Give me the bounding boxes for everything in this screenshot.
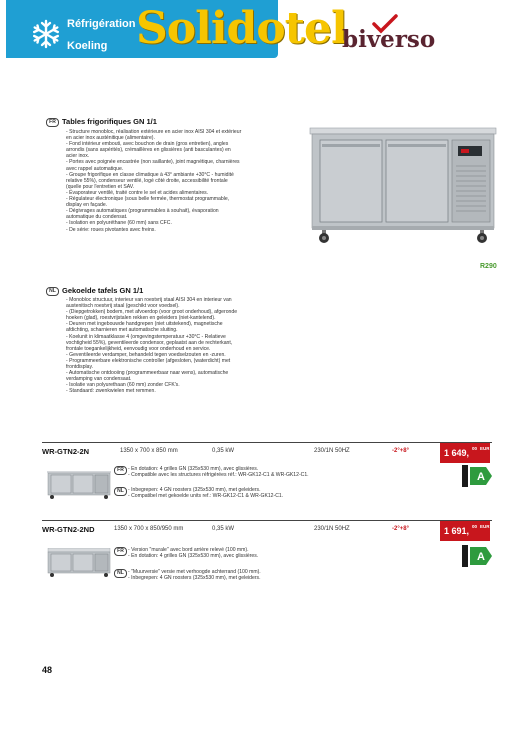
text-line: - Compatibel met gekoelde units ref.: WR-GK12-C1 & WR-GK12-C1.: [128, 493, 284, 500]
energy-class: A: [477, 471, 485, 483]
text-line: - Inbegrepen: 4 GN roosters (325x530 mm), met geleiders.: [128, 487, 261, 493]
refrigerant-badge: R290: [480, 263, 497, 270]
description-nl: [66, 297, 237, 395]
product-thumbnail: [46, 470, 112, 500]
text-line: - Monobloc structuur, interieur van roestvrij staal AISI 304 en interieur van: [66, 297, 232, 303]
product-dimensions: 1350 x 700 x 850/950 mm: [114, 526, 184, 532]
product-power: 0,35 kW: [212, 448, 235, 454]
price-cents: 00: [472, 524, 478, 529]
text-line: afdichting, scharnieren met automatische sluiting.: [66, 327, 178, 334]
brand-logo: Solidotel: [136, 3, 347, 54]
text-line: - Deuren met ingebouwde handgrepen (niet uitstekend), magnetische: [66, 321, 223, 328]
text-line: - Compatible avec les structures réfrigérées réf.: WR-GK12-C1 & WR-GK12-C1.: [128, 472, 309, 479]
text-line: - Structure monobloc, réalisation extérieure en acier inox AISI 304 et extérieur: [66, 129, 242, 135]
text-line: en acier inox austénitique (alimentaire).: [66, 135, 155, 142]
energy-class: A: [477, 551, 485, 563]
section-title-fr: Tables frigorifiques GN 1/1: [62, 117, 157, 126]
lang-badge-nl: NL: [114, 487, 127, 496]
text-line: - Isolatie van polyurethaan (60 mm) zonder CFK's.: [66, 382, 180, 389]
price-currency: EUR: [480, 524, 490, 529]
temperature-range: -2°+8°: [392, 526, 409, 532]
price-value: 1 691,: [444, 526, 470, 536]
text-line: hoeken (glad), roestvrijstalen rekken en geleiders (niet-kantelend).: [66, 315, 216, 322]
text-line: automatique du condensat.: [66, 214, 128, 221]
snowflake-icon: [30, 18, 62, 50]
energy-label: [462, 465, 494, 487]
text-line: - Koelunit in klimaatklasse 4 (omgevingstemperatuur +30°C - Relatieve: [66, 333, 226, 340]
text-line: - (Diepgetrokken) bodem, met afvoerdop (voor groot onderhoud), afgeronde: [66, 309, 238, 316]
energy-label: [462, 545, 494, 567]
lang-badge-nl: NL: [46, 287, 59, 296]
category-title-fr: Réfrigération: [67, 18, 136, 30]
text-line: - Inbegrepen: 4 GN roosters (325x530 mm), met geleiders.: [128, 575, 261, 582]
text-line: arrondis (sans aspérités), crémaillères en glissières (anti basculantes) en: [66, 147, 231, 154]
text-line: austenitisch roestvrij staal (geschikt voor voedsel).: [66, 303, 180, 310]
price-value: 1 649,: [444, 448, 470, 458]
text-line: - Dégivrages automatiques (programmables à souhait), évaporation: [66, 208, 219, 215]
text-line: (quelle pour l'entretien et SAV.: [66, 183, 135, 190]
lang-badge-fr: FR: [114, 547, 127, 556]
text-line: - Groupe frigorifique en classe climatique à 43° ambiante +30°C - humidité: [66, 171, 234, 178]
price-currency: EUR: [480, 446, 490, 451]
text-line: - Régulateur électronique (sous belle fermée, thermostat programmable,: [66, 196, 230, 203]
product-notes-nl: [128, 487, 283, 499]
text-line: - Version "murale" avec bord arrière relevé (100 mm).: [128, 547, 249, 553]
product-notes-fr: [128, 466, 309, 478]
text-line: frontdisplay.: [66, 364, 94, 371]
text-line: acier inox.: [66, 153, 90, 160]
price-cents: 00: [472, 446, 478, 451]
product-electric: 230/1N 50HZ: [314, 526, 350, 532]
text-line: - Portes avec poignée encastrée (non saillante), joint magnétique, charnières: [66, 159, 240, 166]
lang-badge-fr: FR: [46, 118, 59, 127]
price-tag: [440, 443, 490, 463]
product-notes-fr: [128, 547, 258, 559]
text-line: - En dotation: 4 grilles GN (325x530 mm), avec glissières.: [128, 553, 259, 560]
divider: [42, 520, 492, 521]
text-line: - Isolation en polyuréthane (60 mm) sans CFC.: [66, 220, 172, 227]
product-power: 0,35 kW: [212, 526, 235, 532]
text-line: - Fond intérieur embouti, avec bouchon de drain (gros entretien), angles: [66, 141, 229, 148]
brand-logo-sub: biverso: [342, 26, 436, 53]
page-number: 48: [42, 665, 53, 675]
product-image-fridge: [308, 126, 498, 244]
product-dimensions: 1350 x 700 x 850 mm: [120, 448, 178, 454]
text-line: - Programmeerbare elektronische controller (afgesloten, (waterdicht) met: [66, 357, 231, 364]
category-title-nl: Koeling: [67, 40, 108, 52]
text-line: - En dotation: 4 grilles GN (325x530 mm), avec glissières.: [128, 466, 259, 472]
text-line: frontale toegankelijkheid, eenvoudig voor onderhoud en service.: [66, 345, 211, 352]
text-line: verdamping van condensaat.: [66, 376, 132, 383]
text-line: relative 55%), condenseur ventilé, logé côté droite, accessibilité frontale: [66, 177, 228, 184]
product-code: WR-GTN2-2N: [42, 447, 90, 456]
text-line: - De série: roues pivotantes avec freins.: [66, 226, 156, 233]
lang-badge-nl: NL: [114, 569, 127, 578]
text-line: - "Muurversie" versie met verhoogde achterrand (100 mm).: [128, 569, 261, 575]
product-electric: 230/1N 50HZ: [314, 448, 350, 454]
temperature-range: -2°+8°: [392, 448, 409, 454]
text-line: - Geventileerde verdamper, behandeld tegen voedselzouten en -zuren.: [66, 351, 226, 358]
product-code: WR-GTN2-2ND: [42, 525, 95, 534]
divider: [42, 442, 492, 443]
section-title-nl: Gekoelde tafels GN 1/1: [62, 286, 144, 295]
text-line: - Automatische ontdooiing (programmeerbaar naar wens), automatische: [66, 370, 229, 377]
description-fr: [66, 129, 241, 233]
text-line: vochtigheid 55%), geventileerde condensor, geplaatst aan de rechterkant,: [66, 339, 233, 346]
lang-badge-fr: FR: [114, 466, 127, 475]
product-notes-nl: [128, 569, 261, 581]
checkmark-icon: [372, 14, 398, 34]
price-tag: [440, 521, 490, 541]
text-line: - Évaporateur ventilé, traité contre le sel et acides alimentaires.: [66, 189, 209, 196]
text-line: display en façade.: [66, 202, 108, 209]
text-line: - Standaard: zwenkwielen met remmen.: [66, 388, 156, 395]
product-thumbnail: [46, 548, 112, 578]
text-line: avec rappel automatique.: [66, 165, 124, 172]
